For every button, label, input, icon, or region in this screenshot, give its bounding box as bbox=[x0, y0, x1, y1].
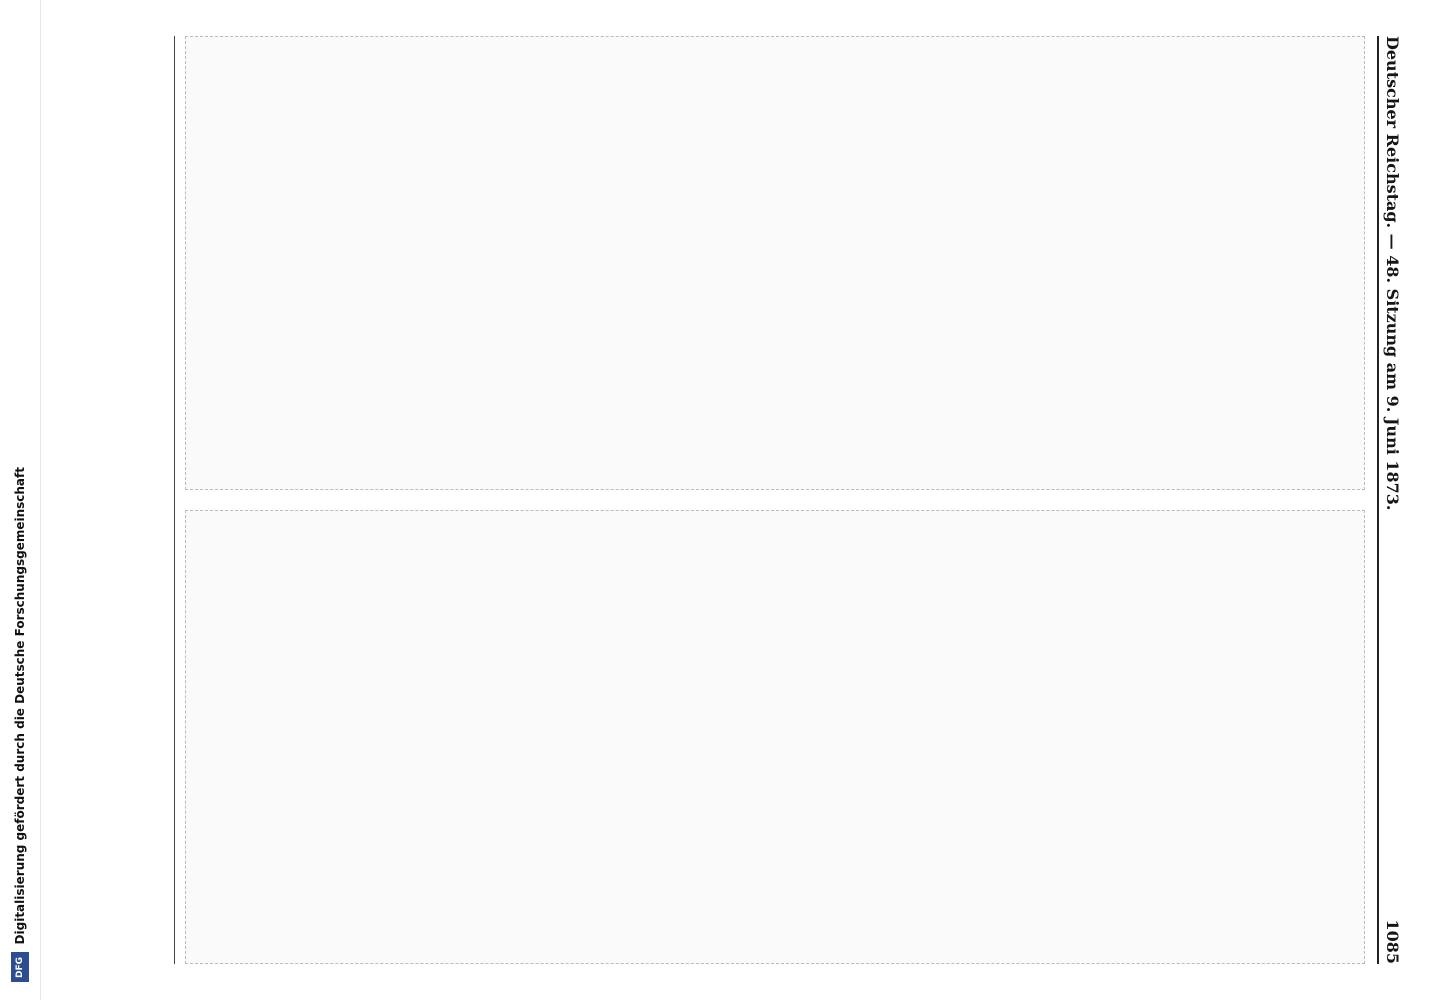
document-page bbox=[62, 12, 1422, 988]
running-head bbox=[1377, 36, 1402, 964]
text-columns bbox=[185, 36, 1365, 964]
dfg-logo-icon: DFG bbox=[11, 952, 29, 982]
page-title: Deutscher Reichstag. — 48. Sitzung am 9. Juni 1873. bbox=[1383, 36, 1402, 511]
sidebar bbox=[0, 0, 41, 1000]
digitization-credit: Digitalisierung gefördert durch die Deutsche Forschungsgemeinschaft bbox=[13, 466, 27, 944]
page-number: 1085 bbox=[1383, 919, 1402, 964]
page-content bbox=[72, 20, 1412, 980]
column-right bbox=[185, 510, 1365, 964]
imprint bbox=[138, 36, 175, 964]
column-left bbox=[185, 36, 1365, 490]
